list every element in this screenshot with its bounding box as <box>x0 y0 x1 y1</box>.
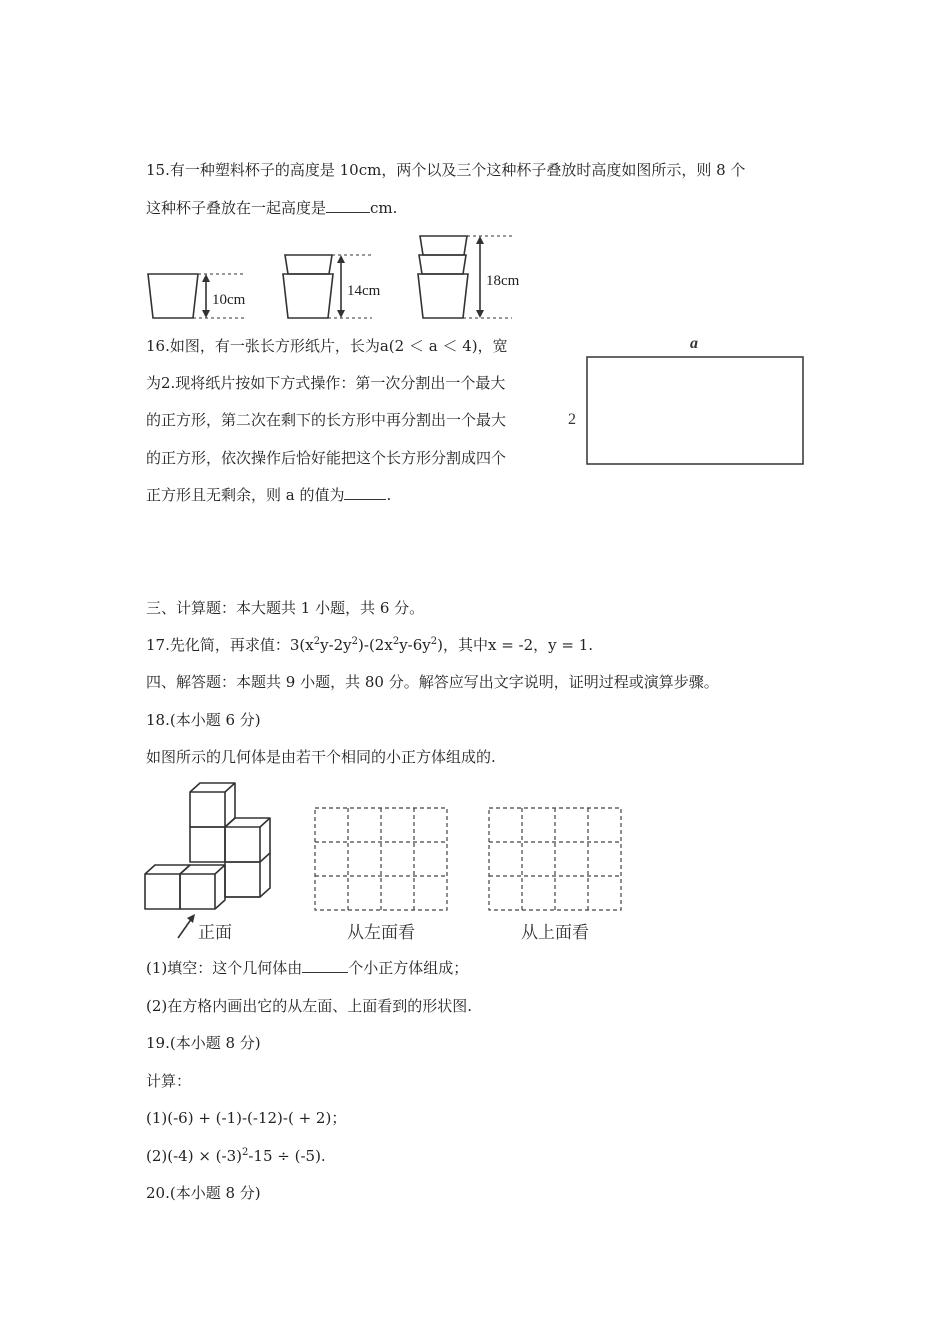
rectangle-figure <box>560 330 810 470</box>
cup1-height-label: 10cm <box>212 292 246 308</box>
q19-part1: (1)(-6) + (-1)-(-12)-( + 2)； <box>146 1109 347 1127</box>
q17-text-1: 17.先化简，再求值：3(x <box>146 636 314 654</box>
front-arrow-head <box>187 914 195 923</box>
q16-line2: 为2.现将纸片按如下方式操作：第一次分割出一个最大 <box>146 374 506 392</box>
cups-figure <box>140 228 540 328</box>
q17-line <box>146 635 593 655</box>
q19-part2 <box>146 1146 326 1166</box>
q19-part2-text: (2)(-4) × (-3) <box>146 1147 242 1165</box>
q18-answer-blank[interactable] <box>302 958 348 973</box>
q17-exp-2: 2 <box>351 636 359 647</box>
cube-right-upper <box>225 818 270 862</box>
cup-2b <box>283 274 333 318</box>
length-label: a <box>690 335 698 352</box>
q18-part2: (2)在方格内画出它的从左面、上面看到的形状图. <box>146 997 473 1015</box>
cups-diagram <box>140 228 540 328</box>
left-view-grid[interactable] <box>315 808 447 910</box>
q18-header: 18.(本小题 6 分) <box>146 711 261 729</box>
cup1-arrow-down <box>202 310 210 318</box>
q20-header: 20.(本小题 8 分) <box>146 1184 261 1202</box>
cup2-arrow-down <box>337 310 345 318</box>
cubes-figure <box>140 780 640 950</box>
q18-part1-text: (1)填空：这个几何体由 <box>146 959 303 977</box>
top-view-label: 从上面看 <box>521 923 589 943</box>
q16-line5-text: 正方形且无剩余，则 a 的值为 <box>146 486 345 504</box>
left-view-label: 从左面看 <box>347 923 415 943</box>
q19-part2-exp: 2 <box>241 1147 249 1158</box>
q19-intro: 计算： <box>146 1072 192 1090</box>
cup1-arrow-up <box>202 274 210 282</box>
section4-heading: 四、解答题：本题共 9 小题，共 80 分。解答应写出文字说明，证明过程或演算步骤。 <box>146 673 719 691</box>
cube-bottom-2 <box>180 865 225 909</box>
q16-line5 <box>146 485 391 505</box>
front-label: 正面 <box>198 923 232 943</box>
front-arrow-line <box>178 918 192 938</box>
top-view-grid[interactable] <box>489 808 621 910</box>
q18-part1 <box>146 958 468 978</box>
q19-header: 19.(本小题 8 分) <box>146 1034 261 1052</box>
cubes-diagram <box>140 780 640 950</box>
cube-top-1 <box>190 783 235 827</box>
q15-line2-text: 这种杯子叠放在一起高度是 <box>146 199 327 217</box>
cup3-height-label: 18cm <box>486 273 520 289</box>
cup-3a <box>420 236 467 255</box>
q16-line1: 16.如图，有一张长方形纸片，长为a(2 ＜ a ＜ 4)，宽 <box>146 337 508 355</box>
cup2-arrow-up <box>337 255 345 263</box>
q15-line1: 15.有一种塑料杯子的高度是 10cm，两个以及三个这种杯子叠放时高度如图所示，则 8 个 <box>146 161 746 179</box>
q16-line3: 的正方形，第二次在剩下的长方形中再分割出一个最大 <box>146 411 507 429</box>
q17-exp-3: 2 <box>392 636 400 647</box>
cube-mid-1 <box>190 827 225 862</box>
cup-2a <box>285 255 332 274</box>
width-label: 2 <box>568 411 576 428</box>
q17-text-4: y-6y <box>399 636 431 654</box>
q17-exp-1: 2 <box>313 636 321 647</box>
q17-text-3: )-(2x <box>358 636 393 654</box>
rectangle-diagram <box>560 330 810 470</box>
q19-part2-end: -15 ÷ (-5). <box>248 1147 326 1165</box>
cup3-arrow-up <box>476 236 484 244</box>
q18-intro: 如图所示的几何体是由若干个相同的小正方体组成的. <box>146 748 496 766</box>
q18-part1-end: 个小正方体组成； <box>348 959 469 977</box>
paper-rectangle <box>587 357 803 464</box>
q16-line4: 的正方形，依次操作后恰好能把这个长方形分割成四个 <box>146 449 507 467</box>
q16-answer-blank <box>344 485 386 500</box>
q16-line5-end: . <box>386 486 392 504</box>
cup-1 <box>148 274 198 318</box>
q15-line2 <box>146 198 397 218</box>
cup-3c <box>418 274 468 318</box>
cup-3b <box>419 255 466 274</box>
cup2-height-label: 14cm <box>347 283 381 299</box>
q17-exp-4: 2 <box>430 636 438 647</box>
section3-heading: 三、计算题：本大题共 1 小题，共 6 分。 <box>146 599 425 617</box>
cup3-arrow-down <box>476 310 484 318</box>
q17-text-2: y-2y <box>320 636 352 654</box>
q15-answer-blank <box>326 198 370 213</box>
q17-text-5: )，其中x = -2，y = 1. <box>437 636 594 654</box>
q15-unit: cm. <box>370 199 398 217</box>
